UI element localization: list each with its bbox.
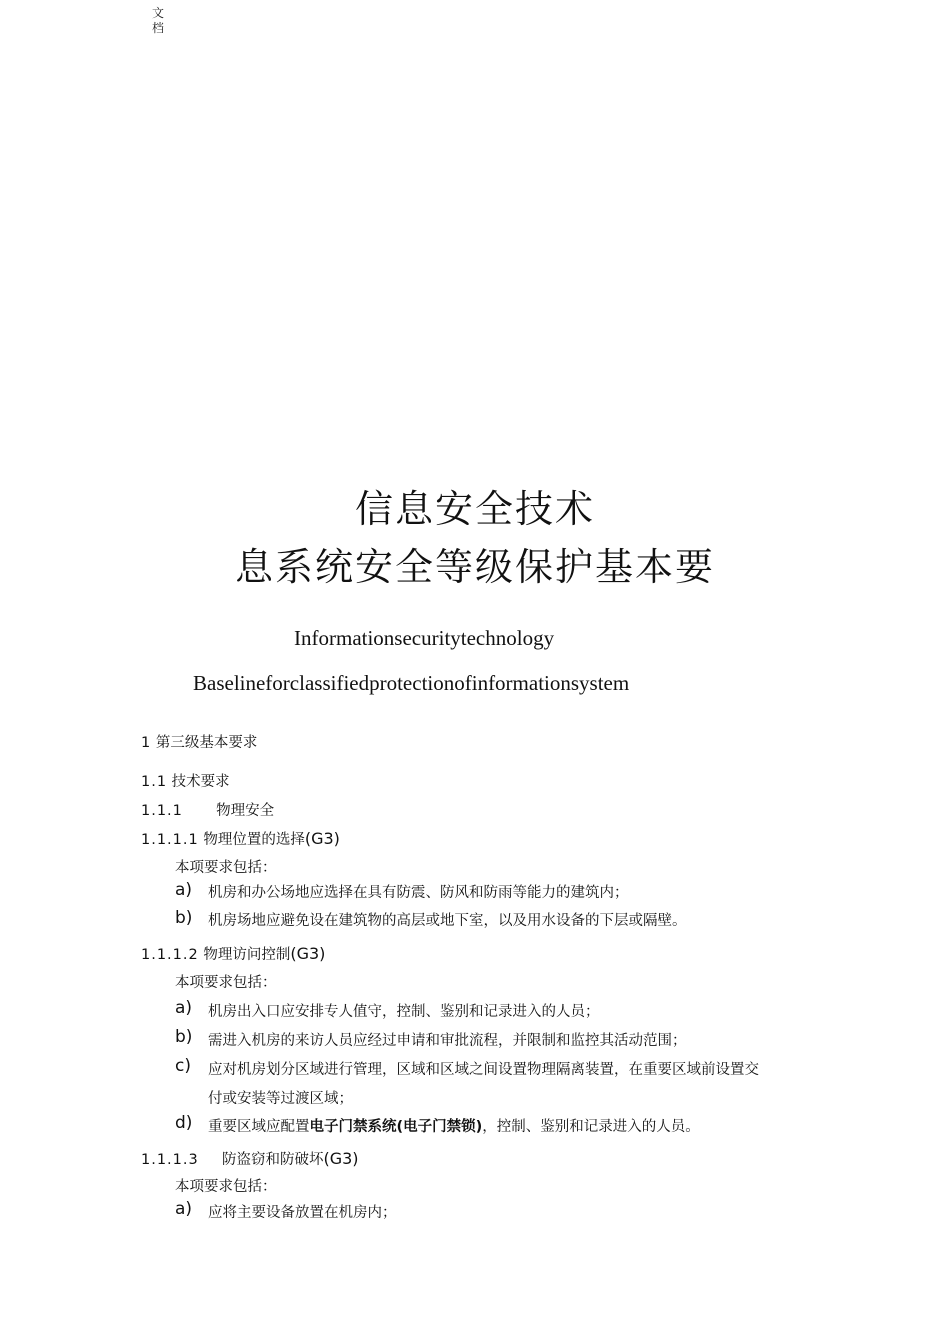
section-heading-1-1-1-2 [141,943,325,964]
section-title: 防盗窃和防破坏 [221,1152,324,1168]
requirement-intro: 本项要求包括： [175,1179,277,1195]
section-title: 第三级基本要求 [155,735,258,751]
section-number: 1.1 [141,774,168,790]
list-item-emphasis: 电子门禁系统(电子门禁锁) [309,1119,483,1135]
list-item: 机房场地应避免设在建筑物的高层或地下室，以及用水设备的下层或隔壁。 [208,913,687,929]
list-marker: b) [175,908,193,928]
section-heading-1 [141,731,257,752]
list-marker: a) [175,1199,193,1219]
list-marker: a) [175,880,193,900]
section-number: 1.1.1 [141,803,183,819]
section-heading-1-1 [141,770,230,791]
list-marker: d) [175,1113,193,1133]
header-mark: 文档 [152,6,165,35]
section-heading-1-1-1-3 [141,1148,359,1169]
list-marker: a) [175,998,193,1018]
list-item-text: ，控制、鉴别和记录进入的人员。 [482,1119,700,1135]
section-number: 1.1.1.1 [141,832,199,848]
section-number: 1.1.1.2 [141,947,199,963]
list-marker: c) [175,1056,191,1076]
section-title: 物理安全 [216,803,275,819]
english-title-line-1: Informationsecuritytechnology [294,626,555,650]
level-tag: (G3) [290,944,326,963]
list-marker: b) [175,1027,193,1047]
list-item-text: 重要区域应配置 [208,1119,310,1135]
section-title: 技术要求 [171,774,230,790]
list-item [208,1115,700,1136]
requirement-intro: 本项要求包括： [175,860,277,876]
document-title-line-2: 息系统安全等级保护基本要 [234,545,715,589]
section-title: 物理位置的选择 [203,832,305,848]
list-item-continuation: 付或安装等过渡区域； [208,1091,353,1107]
english-title-line-2: Baselineforclassifiedprotectionofinformationsystem [193,671,630,695]
section-title: 物理访问控制 [203,947,291,963]
list-item: 机房出入口应安排专人值守，控制、鉴别和记录进入的人员； [208,1004,600,1020]
section-number: 1.1.1.3 [141,1152,199,1168]
section-heading-1-1-1 [141,799,274,820]
list-item: 应对机房划分区域进行管理，区域和区域之间设置物理隔离装置，在重要区域前设置交 [208,1062,759,1078]
section-heading-1-1-1-1 [141,828,340,849]
list-item: 机房和办公场地应选择在具有防震、防风和防雨等能力的建筑内； [208,885,629,901]
list-item: 需进入机房的来访人员应经过申请和审批流程，并限制和监控其活动范围； [208,1033,687,1049]
list-item: 应将主要设备放置在机房内； [208,1205,397,1221]
level-tag: (G3) [323,1149,359,1168]
requirement-intro: 本项要求包括： [175,975,277,991]
level-tag: (G3) [304,829,340,848]
section-number: 1 [141,735,152,751]
document-title-line-1: 信息安全技术 [354,487,595,531]
